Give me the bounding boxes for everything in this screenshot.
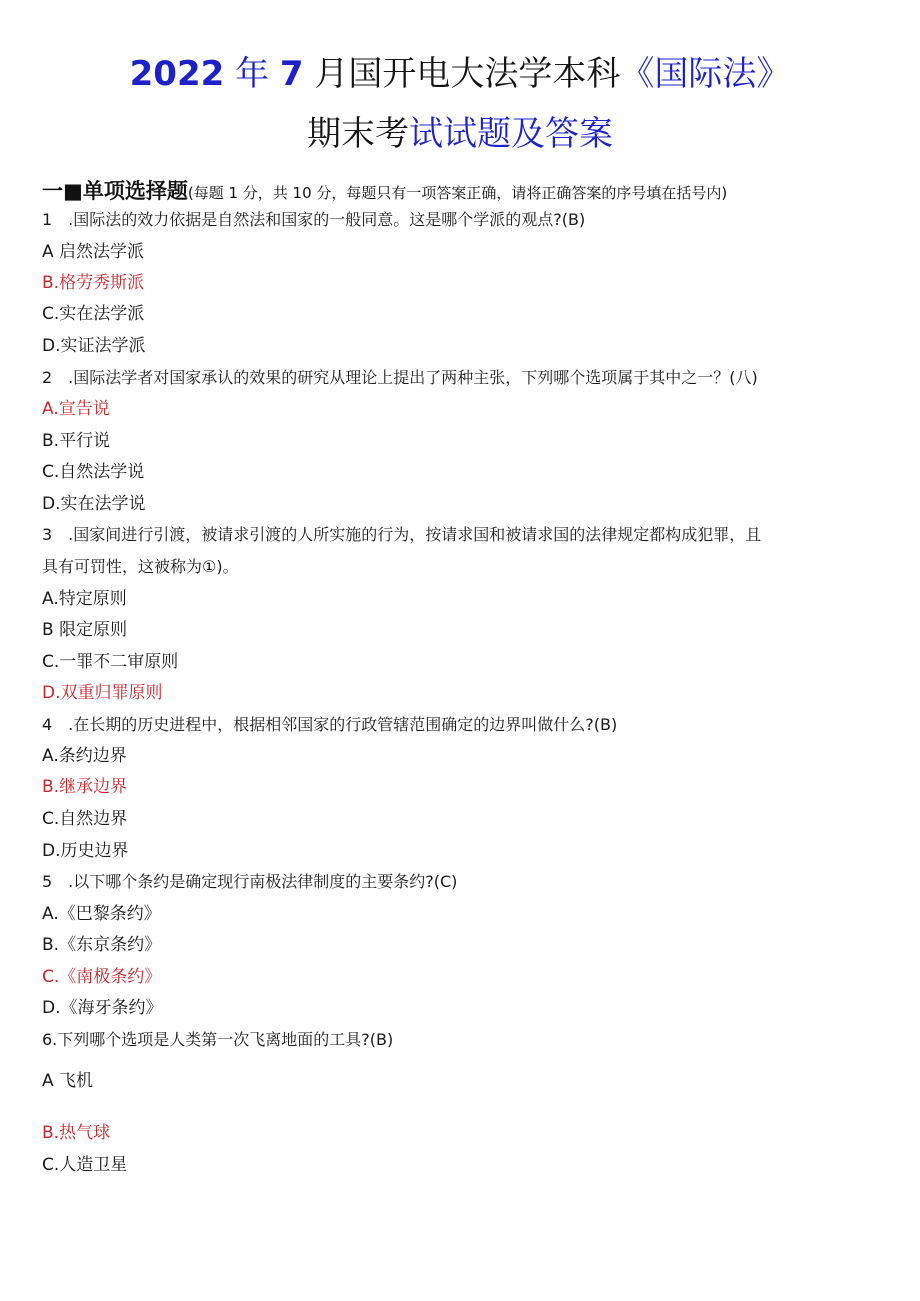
answer-option: C.自然法学说 (42, 462, 145, 482)
correct-answer-option: A.宣告说 (42, 399, 110, 419)
answer-option: A 启然法学派 (42, 242, 145, 262)
document-title-line-2 (0, 112, 920, 156)
question-text: 具有可罚性，这被称为①)。 (42, 557, 239, 576)
section-heading (42, 175, 727, 205)
section-note: (每题 1 分，共 10 分，每题只有一项答案正确，请将正确答案的序号填在括号内) (187, 184, 728, 202)
title-book: 《国际法》 (620, 54, 791, 94)
answer-option: C.自然边界 (42, 809, 128, 829)
answer-option: B 限定原则 (42, 620, 128, 640)
section-title: 一■单项选择题 (42, 179, 188, 203)
question-text: 4 .在长期的历史进程中，根据相邻国家的行政管辖范围确定的边界叫做什么?(B) (42, 715, 618, 734)
document-title-line-1 (0, 52, 920, 96)
correct-answer-option: B.继承边界 (42, 777, 128, 797)
title-year: 2022 (129, 54, 225, 94)
answer-option: A 飞机 (42, 1071, 94, 1091)
question-text: 2 .国际法学者对国家承认的效果的研究从理论上提出了两种主张，下列哪个选项属于其中之一？(八) (42, 368, 758, 387)
correct-answer-option: B.热气球 (42, 1123, 111, 1143)
answer-option: C.人造卫星 (42, 1155, 128, 1175)
title-exam: 期末考 (307, 114, 409, 154)
answer-option: A.特定原则 (42, 589, 127, 609)
answer-option: D.历史边界 (42, 841, 129, 861)
question-text: 5 .以下哪个条约是确定现行南极法律制度的主要条约?(C) (42, 872, 458, 891)
answer-option: D.《海牙条约》 (42, 998, 163, 1018)
correct-answer-option: B.格劳秀斯派 (42, 273, 145, 293)
answer-option: A.《巴黎条约》 (42, 904, 161, 924)
answer-option: D.实证法学派 (42, 336, 146, 356)
answer-option: C.实在法学派 (42, 304, 145, 324)
title-answers: 试试题及答案 (409, 114, 613, 154)
question-text: 6.下列哪个选项是人类第一次飞离地面的工具?(B) (42, 1030, 394, 1049)
answer-option: D.实在法学说 (42, 494, 146, 514)
answer-option: B.平行说 (42, 431, 111, 451)
title-course: 月国开电大法学本科 (314, 54, 621, 94)
answer-option: A.条约边界 (42, 746, 127, 766)
correct-answer-option: D.双重归罪原则 (42, 683, 163, 703)
answer-option: B.《东京条约》 (42, 935, 162, 955)
question-text: 1 .国际法的效力依据是自然法和国家的一般同意。这是哪个学派的观点?(B) (42, 210, 586, 229)
answer-option: C.一罪不二审原则 (42, 652, 179, 672)
title-month: 7 (279, 54, 304, 94)
correct-answer-option: C.《南极条约》 (42, 967, 162, 987)
question-text: 3 .国家间进行引渡，被请求引渡的人所实施的行为，按请求国和被请求国的法律规定都构成犯罪，且 (42, 525, 762, 544)
title-year-suffix: 年 (235, 54, 270, 94)
